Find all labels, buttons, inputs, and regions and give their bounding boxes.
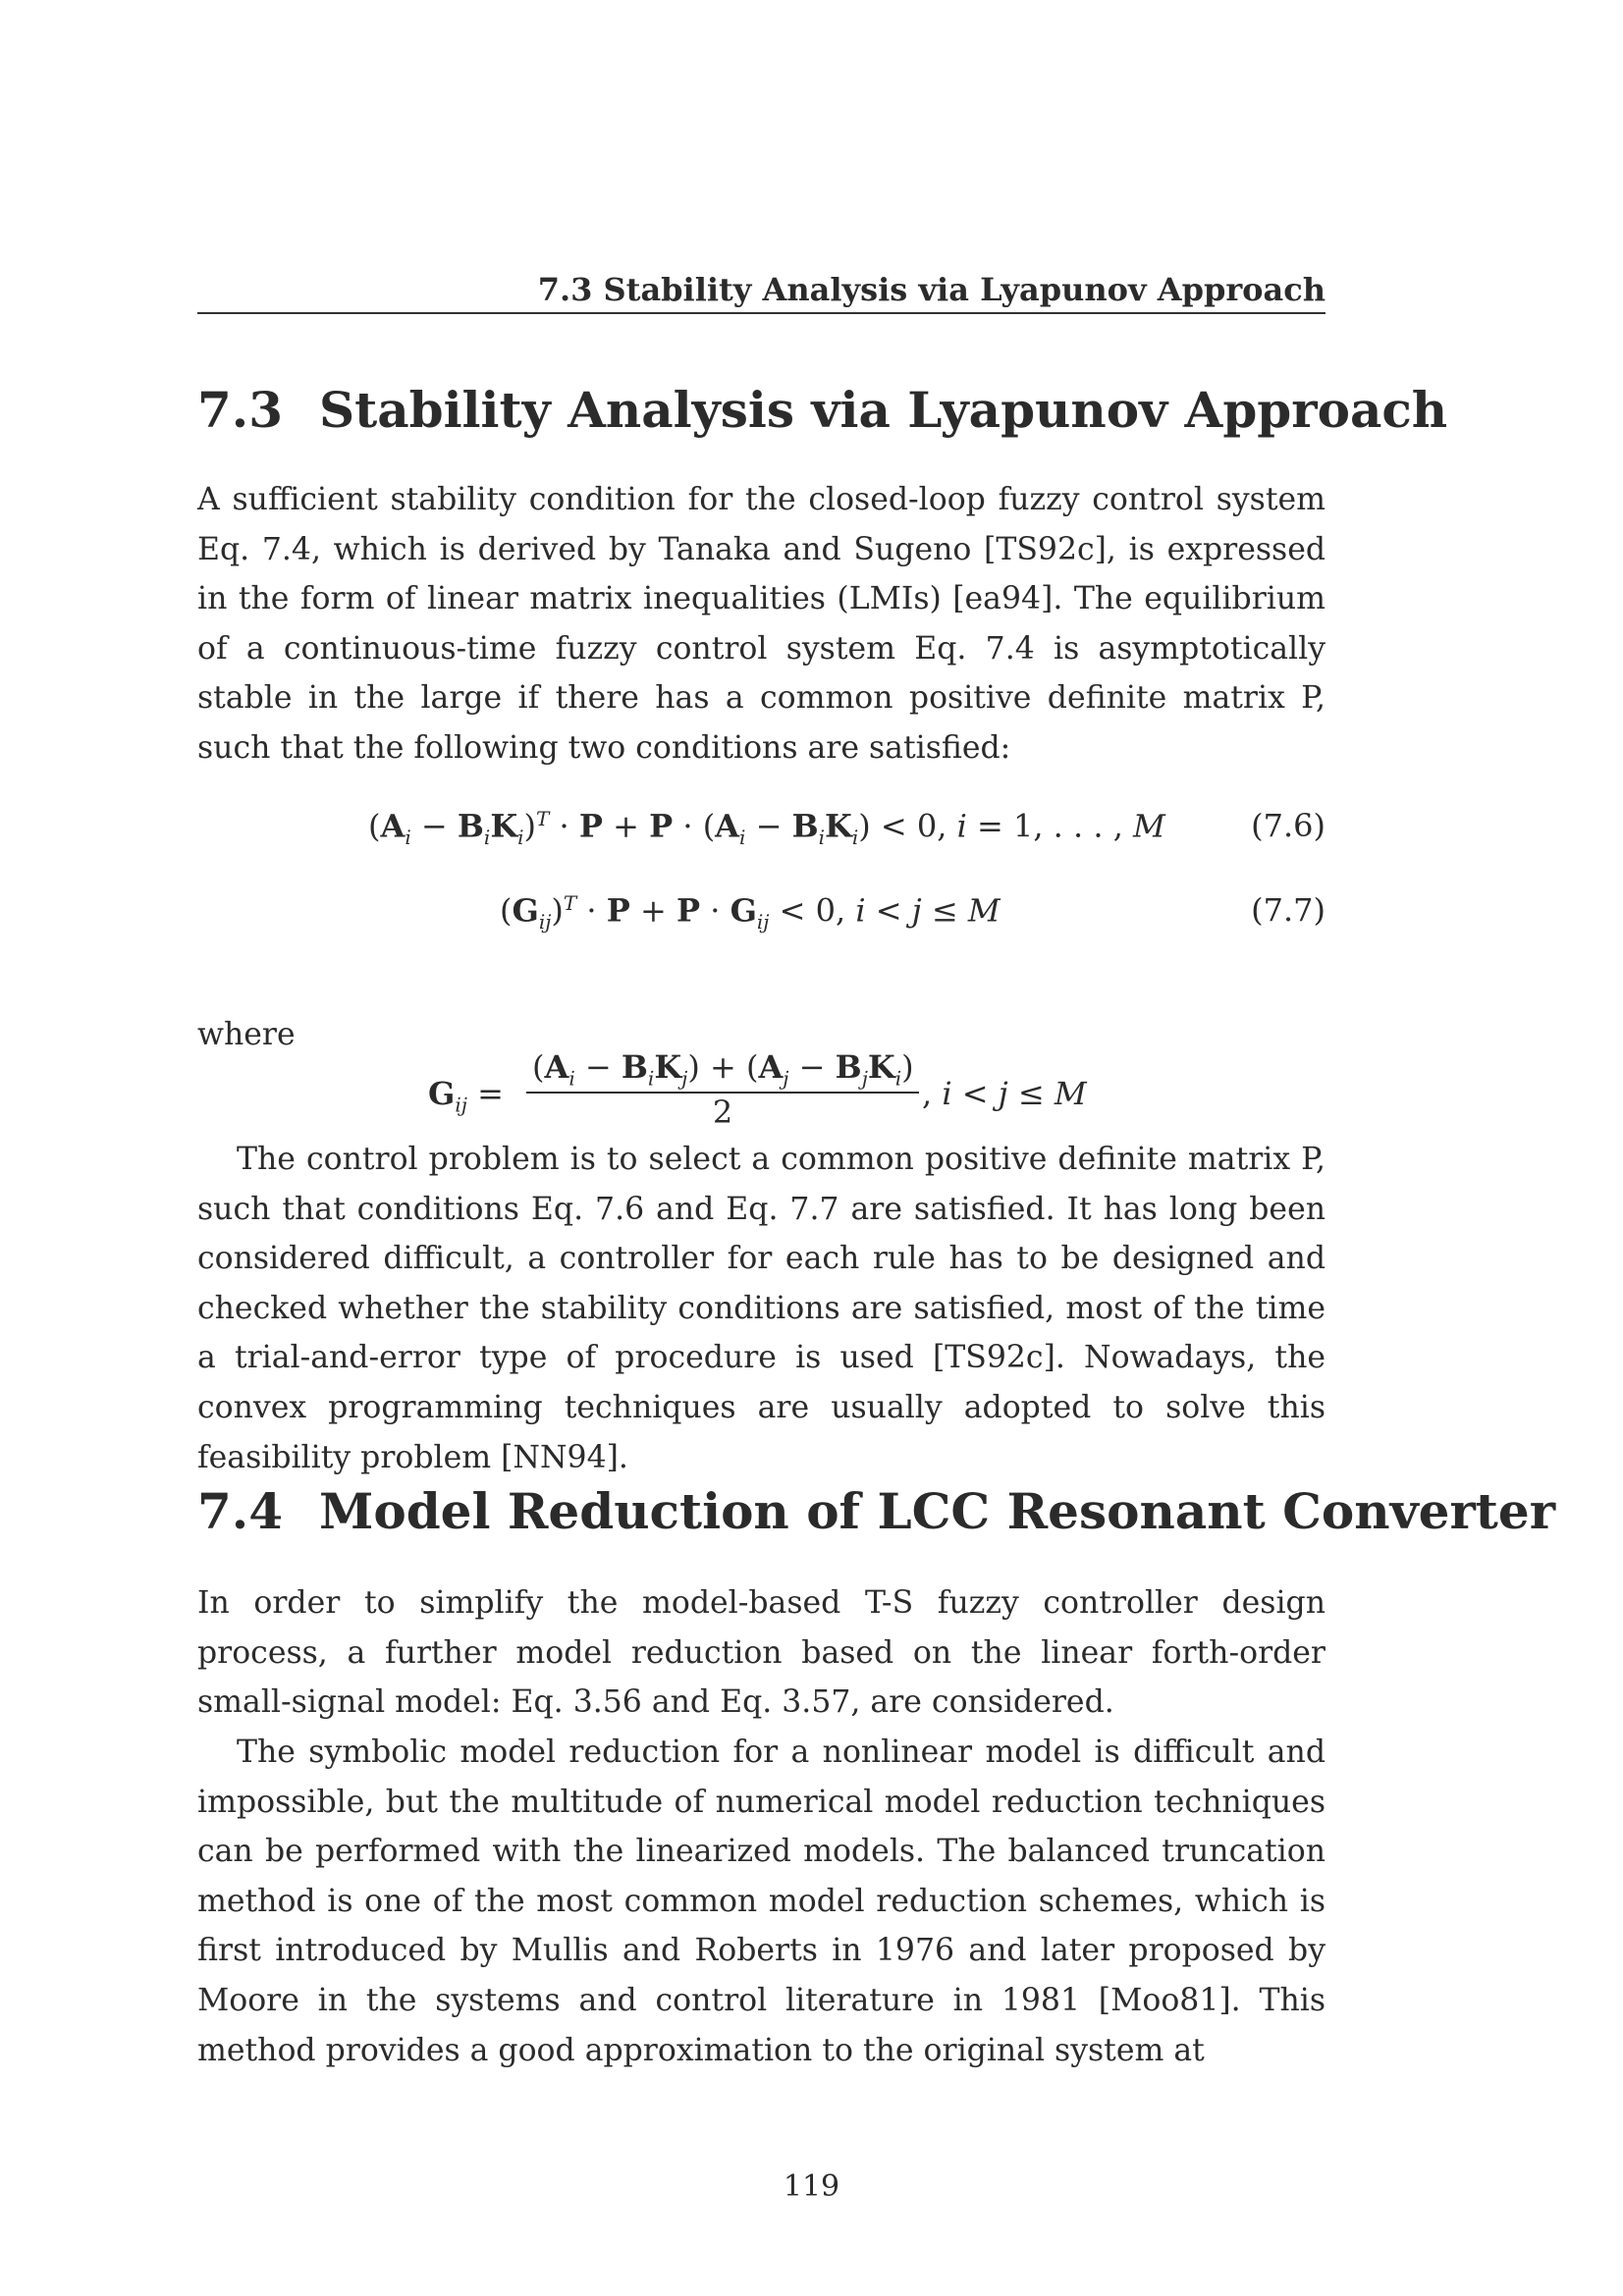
section-title-text: Model Reduction of LCC Resonant Converter: [319, 1482, 1556, 1540]
section-heading-7-4: [197, 1482, 1555, 1540]
where-label: where: [197, 1017, 296, 1052]
section-number: 7.4: [197, 1482, 283, 1540]
equation-7-7: [197, 891, 1325, 940]
equation-lhs: $G_{ij}$ =: [428, 1075, 504, 1117]
section-number: 7.3: [197, 381, 283, 439]
equation-body: $(G_{ij})^T \cdot P + P \cdot G_{ij} < 0$, i < j ≤ M: [500, 891, 1001, 934]
equation-rhs: , i < j ≤ M: [922, 1075, 1087, 1112]
paragraph: A sufficient stability condition for the closed-loop fuzzy control system Eq. 7.4, which is derived by Tanaka and Sugeno [TS92c], is expressed in the form of linear matrix inequalities (LMIs) [ea94]. The equilibrium of a continuous-time fuzzy control system Eq. 7.4 is asymptotically stable in the large if there has a common positive definite matrix P, such that the following two conditions are satisfied:: [197, 482, 1325, 766]
fraction: [526, 1048, 919, 1131]
page-number: 119: [783, 2169, 840, 2204]
equation-number: (7.7): [1251, 891, 1325, 929]
running-head-text: 7.3 Stability Analysis via Lyapunov Approach: [537, 271, 1325, 308]
paragraph: The control problem is to select a common positive definite matrix P, such that conditions Eq. 7.6 and Eq. 7.7 are satisfied. It has long been considered difficult, a controller for each rule has to be designed and checked whether the stability conditions are satisfied, most of the time a trial-and-error type of procedure is used [TS92c]. Nowadays, the convex programming techniques are usually adopted to solve this feasibility problem [NN94].: [197, 1142, 1325, 1475]
paragraph: In order to simplify the model-based T-S fuzzy controller design process, a further model reduction based on the linear forth-order small-signal model: Eq. 3.56 and Eq. 3.57, are considered.: [197, 1585, 1325, 1721]
equation-number: (7.6): [1251, 807, 1325, 844]
paragraph: The symbolic model reduction for a nonlinear model is difficult and impossible, but the multitude of numerical model reduction techniques can be performed with the linearized models. The balanced truncation method is one of the most common model reduction schemes, which is first introduced by Mullis and Roberts in 1976 and later proposed by Moore in the systems and control literature in 1981 [Moo81]. This method provides a good approximation to the original system at: [197, 1735, 1325, 2068]
equation-gij: [428, 1048, 1115, 1137]
running-head: [197, 267, 1325, 314]
fraction-numerator: $(A_i - B_iK_j) + (A_j - B_jK_i)$: [526, 1048, 919, 1094]
equation-7-6: [197, 807, 1325, 856]
fraction-denominator: 2: [712, 1094, 733, 1132]
equation-body: $(A_i - B_iK_i)^T \cdot P + P \cdot (A_i - B_iK_i) < 0$, i = 1, . . . , M: [368, 807, 1165, 850]
section-heading-7-3: [197, 381, 1447, 439]
section-title-text: Stability Analysis via Lyapunov Approach: [319, 381, 1448, 439]
